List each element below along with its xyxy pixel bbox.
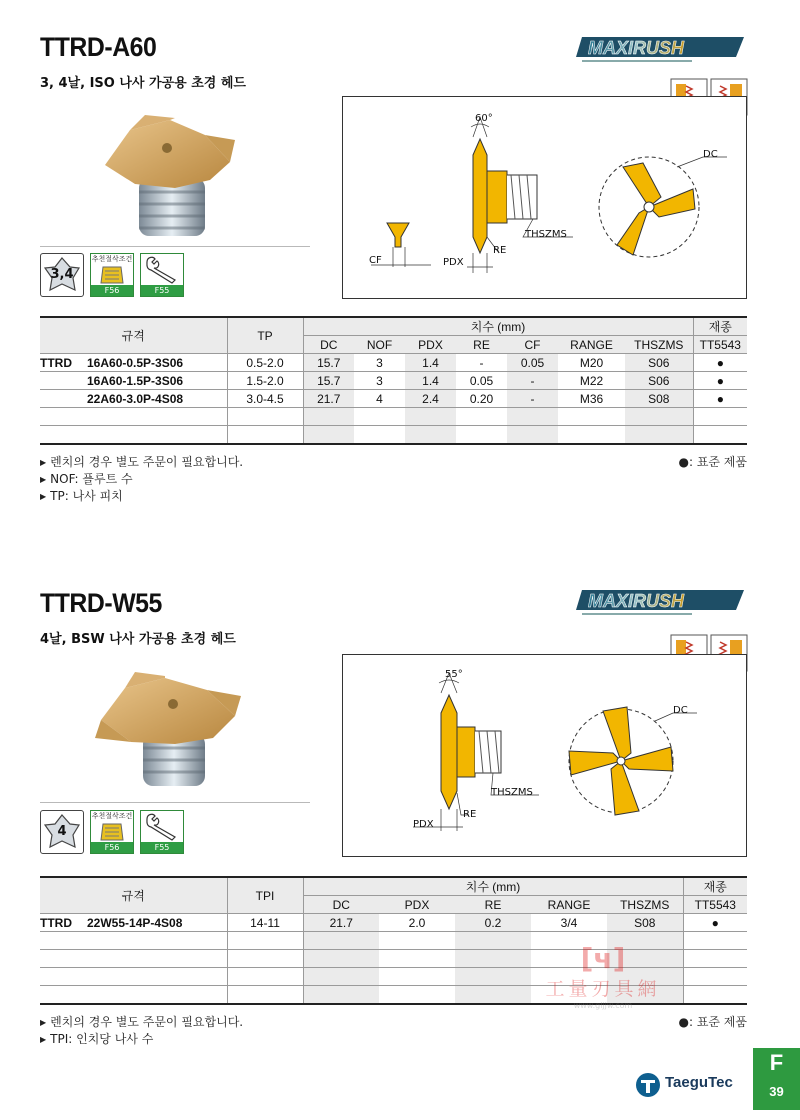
thszms-label: THSZMS xyxy=(525,229,567,240)
maxirush-logo xyxy=(576,586,746,620)
dim-header: RANGE xyxy=(531,896,607,914)
range-cell: 3/4 xyxy=(531,914,607,932)
dim-header: THSZMS xyxy=(607,896,683,914)
pitch-cell: 14-11 xyxy=(227,914,303,932)
wrench-f55 xyxy=(140,253,184,297)
svg-text:MAXIRUSH: MAXIRUSH xyxy=(588,38,685,58)
re-label: RE xyxy=(493,245,507,256)
dim-header: PDX xyxy=(405,336,456,354)
pdx-cell: 2.0 xyxy=(379,914,455,932)
section2-subtitle: 4날, BSW 나사 가공용 초경 헤드 xyxy=(40,632,236,647)
pdx-cell: 2.4 xyxy=(405,390,456,408)
table-row-empty xyxy=(40,426,747,444)
table-row-empty xyxy=(40,408,747,426)
cond-f56-label: F56 xyxy=(91,842,133,853)
section1-subtitle: 3, 4날, ISO 나사 가공용 초경 헤드 xyxy=(40,76,246,91)
grade-cell: ● xyxy=(693,372,747,390)
flutes-icon xyxy=(40,253,84,297)
grade-cell: ● xyxy=(683,914,747,932)
cond-heading: 추천절삭조건 xyxy=(91,812,133,820)
dim-header: DC xyxy=(303,896,379,914)
note: 렌치의 경우 별도 주문이 필요합니다. xyxy=(50,455,244,469)
table-row xyxy=(40,354,747,372)
col-spec: 규격 xyxy=(40,317,227,354)
dim-header: NOF xyxy=(354,336,405,354)
cond-heading: 추천절삭조건 xyxy=(91,255,133,263)
cond-f55-label: F55 xyxy=(141,285,183,296)
dc-label: DC xyxy=(703,149,718,160)
flutes-count: 4 xyxy=(57,824,67,839)
dim-header: CF xyxy=(507,336,558,354)
thszms-cell: S08 xyxy=(625,390,693,408)
company-name: TaeguTec xyxy=(665,1074,733,1091)
dim-header: RANGE xyxy=(558,336,625,354)
col-spec: 규격 xyxy=(40,877,227,914)
wrench-icon xyxy=(141,254,183,286)
thszms-cell: S08 xyxy=(607,914,683,932)
thszms-cell: S06 xyxy=(625,354,693,372)
thszms-cell: S06 xyxy=(625,372,693,390)
range-cell: M20 xyxy=(558,354,625,372)
table-row xyxy=(40,390,747,408)
dc-cell: 21.7 xyxy=(303,390,354,408)
wrench-f55 xyxy=(140,810,184,854)
pitch-cell: 1.5-2.0 xyxy=(227,372,303,390)
pdx-cell: 1.4 xyxy=(405,354,456,372)
section2-title: TTRD-W55 xyxy=(40,588,162,618)
grade-cell: ● xyxy=(693,354,747,372)
grade-cell: ● xyxy=(693,390,747,408)
watermark-url: www.gljjw.com xyxy=(573,1001,633,1010)
dc-cell: 15.7 xyxy=(303,354,354,372)
cond-f56-label: F56 xyxy=(91,285,133,296)
taegutec-logo xyxy=(635,1070,745,1100)
dc-cell: 21.7 xyxy=(303,914,379,932)
col-grade: 재종 xyxy=(693,317,747,336)
section1-product-image xyxy=(95,110,245,250)
page-number: 39 xyxy=(769,1084,784,1099)
grade-header: TT5543 xyxy=(693,336,747,354)
thszms-label: THSZMS xyxy=(491,787,533,798)
cond-f55-label: F55 xyxy=(141,842,183,853)
dim-header: THSZMS xyxy=(625,336,693,354)
range-cell: M36 xyxy=(558,390,625,408)
section2-notes: ▶ 렌치의 경우 별도 주문이 필요합니다. ▶ TPI: 인치당 나사 수 xyxy=(40,1015,244,1046)
grade-header: TT5543 xyxy=(683,896,747,914)
nof-cell: 3 xyxy=(354,354,405,372)
cutting-condition-f56 xyxy=(90,253,134,297)
note: 렌치의 경우 별도 주문이 필요합니다. xyxy=(50,1015,244,1029)
dc-cell: 15.7 xyxy=(303,372,354,390)
nof-cell: 4 xyxy=(354,390,405,408)
section1-notes: ▶ 렌치의 경우 별도 주문이 필요합니다. ▶ NOF: 플루트 수 ▶ TP: 나사 피치 xyxy=(40,455,244,503)
note: NOF: 플루트 수 xyxy=(50,472,133,486)
section1-legend: ●: 표준 제품 xyxy=(678,455,747,469)
pdx-label: PDX xyxy=(413,819,434,830)
angle-label: 55° xyxy=(445,669,463,680)
dim-header: RE xyxy=(456,336,507,354)
section2-drawing xyxy=(342,654,747,857)
maxirush-logo xyxy=(576,33,746,67)
wrench-icon xyxy=(141,811,183,843)
svg-text:MAXIRUSH: MAXIRUSH xyxy=(588,591,685,611)
col-pitch: TP xyxy=(227,317,303,354)
tab-letter: F xyxy=(769,1050,784,1075)
re-cell: 0.05 xyxy=(456,372,507,390)
section-tab xyxy=(753,1048,800,1110)
col-dims: 치수 (mm) xyxy=(303,877,683,896)
range-cell: M22 xyxy=(558,372,625,390)
note: TP: 나사 피치 xyxy=(50,489,123,503)
angle-label: 60° xyxy=(475,113,493,124)
re-cell: - xyxy=(456,354,507,372)
section1-drawing xyxy=(342,96,747,299)
dc-label: DC xyxy=(673,705,688,716)
dim-header: PDX xyxy=(379,896,455,914)
watermark-logo-icon: [ч] xyxy=(580,942,626,975)
code-cell: 16A60-1.5P-3S06 xyxy=(87,372,227,390)
prefix-cell: TTRD xyxy=(40,914,87,932)
book-icon xyxy=(91,265,133,285)
prefix-cell: TTRD xyxy=(40,354,87,372)
col-grade: 재종 xyxy=(683,877,747,896)
section2-product-image xyxy=(95,672,245,802)
flutes-icon xyxy=(40,810,84,854)
cf-cell: 0.05 xyxy=(507,354,558,372)
table-row xyxy=(40,914,747,932)
col-pitch: TPI xyxy=(227,877,303,914)
nof-cell: 3 xyxy=(354,372,405,390)
cf-cell: - xyxy=(507,390,558,408)
dim-header: RE xyxy=(455,896,531,914)
col-dims: 치수 (mm) xyxy=(303,317,693,336)
section2-legend: ●: 표준 제품 xyxy=(678,1015,747,1029)
watermark xyxy=(528,944,678,1010)
re-cell: 0.2 xyxy=(455,914,531,932)
dim-header: DC xyxy=(303,336,354,354)
watermark-text: 工量刃具網 xyxy=(545,978,661,1000)
table-row xyxy=(40,372,747,390)
section1-spec-table xyxy=(40,316,747,445)
taegutec-emblem-icon xyxy=(635,1072,661,1098)
note: TPI: 인치당 나사 수 xyxy=(50,1032,154,1046)
cutting-condition-f56 xyxy=(90,810,134,854)
code-cell: 16A60-0.5P-3S06 xyxy=(87,354,227,372)
pdx-label: PDX xyxy=(443,257,464,268)
pitch-cell: 0.5-2.0 xyxy=(227,354,303,372)
re-label: RE xyxy=(463,809,477,820)
book-icon xyxy=(91,822,133,842)
code-cell: 22W55-14P-4S08 xyxy=(87,914,227,932)
code-cell: 22A60-3.0P-4S08 xyxy=(87,390,227,408)
flutes-count: 3,4 xyxy=(50,267,74,282)
cf-cell: - xyxy=(507,372,558,390)
pdx-cell: 1.4 xyxy=(405,372,456,390)
pitch-cell: 3.0-4.5 xyxy=(227,390,303,408)
re-cell: 0.20 xyxy=(456,390,507,408)
section1-title: TTRD-A60 xyxy=(40,32,157,62)
cf-label: CF xyxy=(369,255,382,266)
